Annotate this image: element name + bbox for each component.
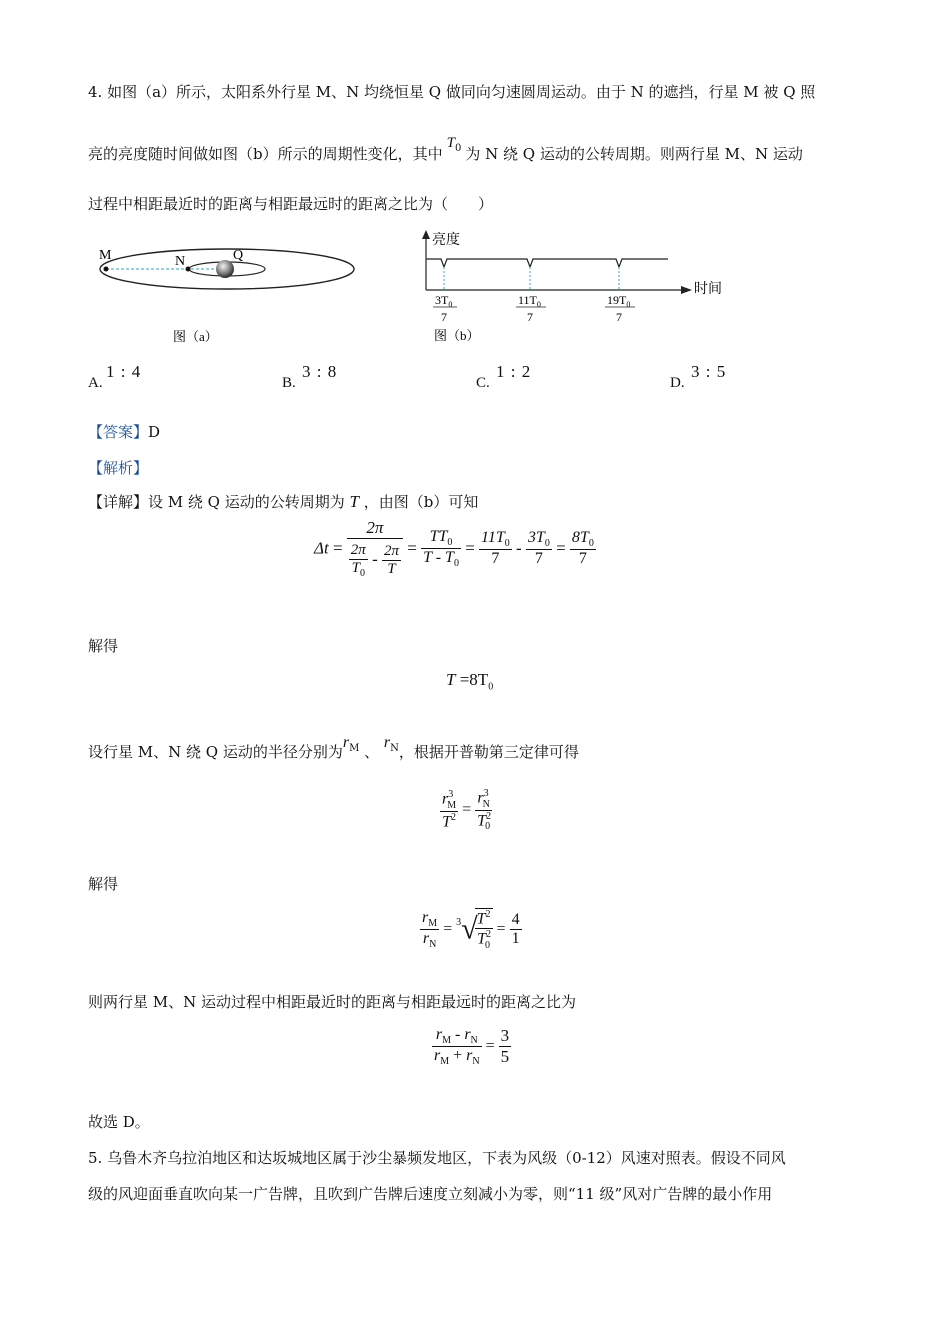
- analysis-label: 【解析】: [88, 459, 149, 477]
- y-axis-arrow: [422, 230, 430, 239]
- star-q: [216, 260, 234, 278]
- svg-text:7: 7: [527, 310, 533, 324]
- kepler-line: 设行星 M、N 绕 Q 运动的半径分别为$r_M$ 、 $r_N$，根据开普勒第三定律可得: [88, 734, 579, 761]
- equation-4: $\frac{r_M}{r_N}$ = $^3$√ $\frac{T^2}{T^2_0}$ = $\frac{4}{1}$: [422, 908, 520, 951]
- label-m: M: [99, 248, 112, 263]
- equation-2: $T =8T_0$: [446, 670, 494, 693]
- svg-text:7: 7: [441, 310, 447, 324]
- q4-line-1: 4. 如图（a）所示，太阳系外行星 M、N 均绕恒星 Q 做同向匀速圆周运动。由于 N 的遮挡，行星 M 被 Q 照: [88, 83, 816, 101]
- q4-line-2: [88, 135, 803, 171]
- planet-n: [186, 267, 191, 272]
- y-label: 亮度: [432, 233, 460, 248]
- q4-line-3: 过程中相距最近时的距离与相距最远时的距离之比为（ ）: [88, 195, 494, 213]
- equation-5: $\frac{r_M - r_N}{r_M + r_N}$ = $\frac{3}{5}$: [434, 1026, 510, 1068]
- svg-text:3T0: $3T_0$: [435, 293, 453, 309]
- svg-text:7: 7: [616, 310, 622, 324]
- x-axis-arrow: [681, 286, 692, 294]
- conclusion-line: 则两行星 M、N 运动过程中相距最近时的距离与相距最远时的距离之比为: [88, 993, 577, 1011]
- option-d-value: 3 : 5: [691, 362, 727, 381]
- q5-line-2: 级的风迎面垂直吹向某一广告牌，且吹到广告牌后速度立刻减小为零，则“11 级”风对广告牌的最小作用: [88, 1185, 773, 1203]
- option-d-letter[interactable]: D.: [670, 375, 685, 391]
- tick-label-3: [605, 293, 635, 324]
- figure-a: [96, 236, 366, 346]
- tick-label-2: [516, 293, 546, 324]
- option-c-letter[interactable]: C.: [476, 375, 490, 391]
- detail-label: 【详解】: [88, 493, 149, 511]
- tick-label-1: [433, 293, 457, 324]
- label-q: Q: [233, 248, 244, 263]
- equation-1: Δt = 2π $\frac{2\pi}{T_0}$ - $\frac{2\pi}{T}$ = $\frac{TT_0}{T - T_0}$ = $\frac{11T_0}{7}$ - $\frac{3T_0}{7}$ = $\frac{8T_0}{7}$: [314, 518, 594, 579]
- planet-m: [104, 267, 109, 272]
- caption-b: 图（b）: [434, 328, 480, 343]
- brightness-curve: [426, 259, 668, 267]
- answer-label: 【答案】: [88, 423, 149, 441]
- answer-line: [88, 422, 160, 442]
- option-a-value: 1 : 4: [106, 362, 142, 381]
- q5-line-1: 5. 乌鲁木齐乌拉泊地区和达坂城地区属于沙尘暴频发地区，下表为风级（0-12）风速对照表。假设不同风: [88, 1149, 786, 1167]
- option-c-value: 1 : 2: [496, 362, 532, 381]
- figure-b: [410, 226, 740, 348]
- equation-3: $\frac{r^3_M}{T^2}$ = $\frac{r^3_N}{T^2_0}$: [442, 788, 492, 833]
- t0-symbol: $T_0$: [446, 135, 462, 154]
- caption-a: 图（a）: [173, 329, 218, 344]
- final-choice: 故选 D。: [88, 1113, 150, 1131]
- detail-line: 【详解】设 M 绕 Q 运动的公转周期为 T ，由图（b）可知: [88, 492, 479, 511]
- solve-1: 解得: [88, 637, 119, 655]
- svg-text:19T0: $19T_0$: [607, 293, 631, 309]
- svg-text:11T0: $11T_0$: [518, 293, 541, 309]
- x-label: 时间: [694, 282, 722, 297]
- option-a-letter[interactable]: A.: [88, 375, 103, 391]
- option-b-letter[interactable]: B.: [282, 375, 296, 391]
- answer-value: D: [148, 423, 161, 441]
- solve-2: 解得: [88, 875, 119, 893]
- option-b-value: 3 : 8: [302, 362, 338, 381]
- q4-line-2-b: 为 N 绕 Q 运动的公转周期。则两行星 M、N 运动: [465, 145, 803, 163]
- q4-line-2-a: 亮的亮度随时间做如图（b）所示的周期性变化，其中: [88, 145, 443, 163]
- label-n: N: [175, 254, 186, 269]
